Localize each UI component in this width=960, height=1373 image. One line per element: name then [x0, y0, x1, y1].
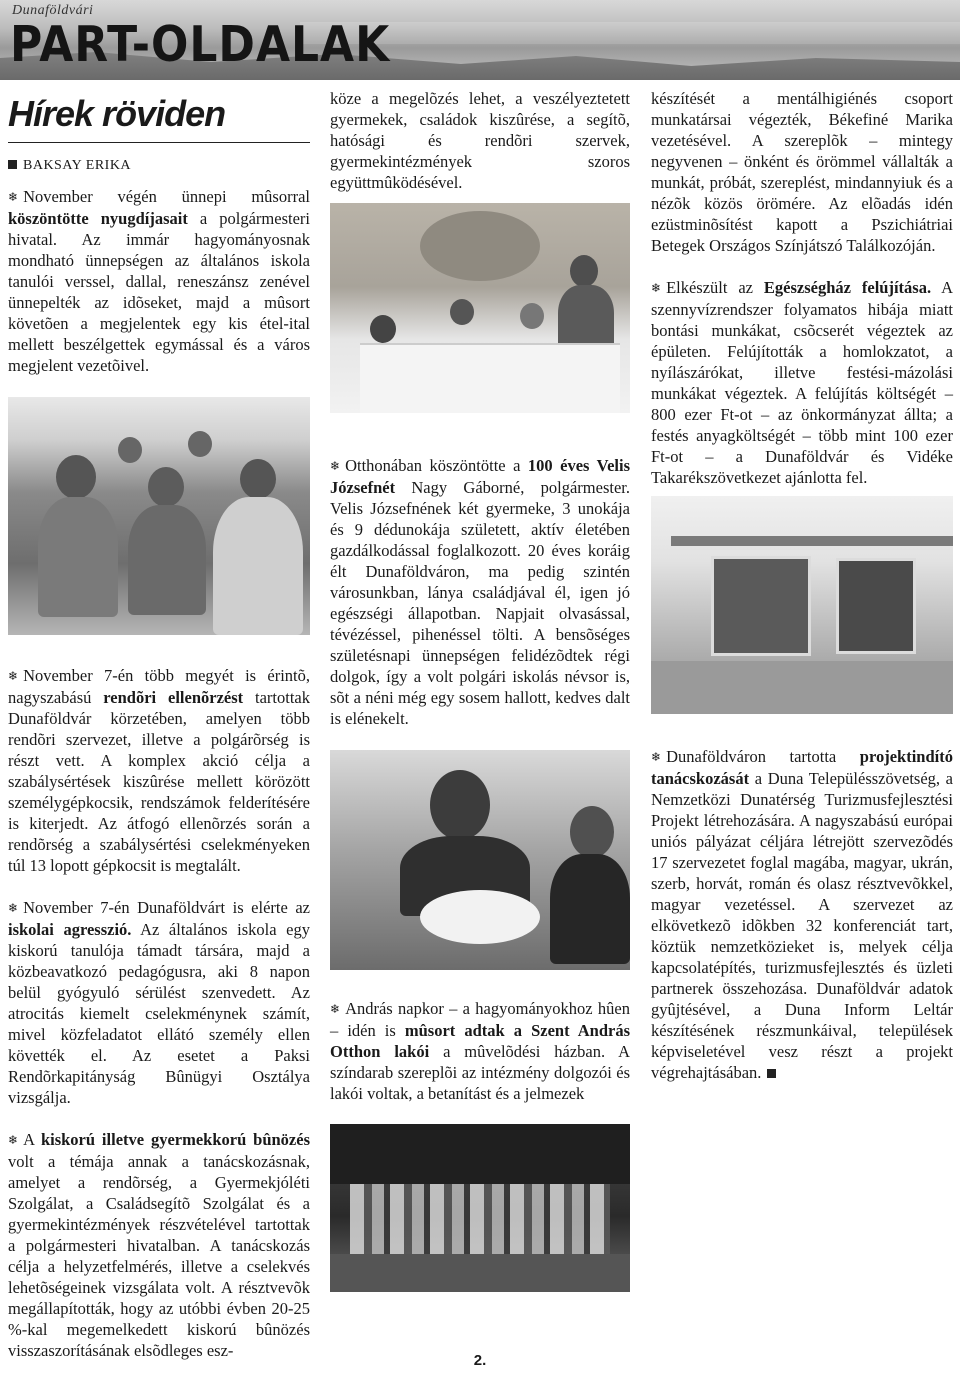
snowflake-bullet-icon: ❄ [8, 669, 19, 683]
column-1 [8, 88, 310, 1361]
article-text: tartottak Dunaföldvár körzetében, amelyen több rendõri szervezet, illetve a polgárõrség is részt vett. A komplex akció célja a szabálysértések kiszûrése mellett körözött személygépkocsik, rendszámok felderítésére is kiterjedt. Az átfogó ellenõrzés során a rendõrség a szabálysértési cselekményeken túl 13 lopott gépkocsit is megtalált. [8, 688, 310, 875]
column-2 [330, 88, 630, 1292]
highlighted-phrase: 100 éves Velis Józsefnét [330, 456, 630, 497]
article-police-check [8, 665, 310, 876]
square-bullet-icon [8, 160, 17, 169]
article-text: készítését a mentálhigiénés csoport munkatársai végezték, Békefiné Marika vezetésével. A szereplõk – mintegy negyvenen – önként és örömmel vállalták a munkát, próbát, szereplést, mindannyiuk és a nézõk közös örömére. Az elõadás idén ezüstminõsítést kapott a Pszichiátriai Betegek Országos Színjátszó Találkozóján. [651, 89, 953, 255]
highlighted-phrase: mûsort adtak a Szent András Otthon lakói [330, 1021, 630, 1061]
article-text: Otthonában köszöntötte a [345, 456, 528, 475]
article-100th-birthday [330, 455, 630, 729]
article-health-center [651, 277, 953, 488]
snowflake-bullet-icon: ❄ [8, 190, 19, 204]
article-pensioners [8, 186, 310, 376]
article-juvenile-crime-continued [330, 88, 630, 193]
masthead-title: PART-OLDALAK [10, 16, 391, 74]
article-school-aggression [8, 897, 310, 1108]
article-text: Dunaföldváron tartotta [666, 747, 860, 766]
photo-meeting [330, 203, 630, 413]
snowflake-bullet-icon: ❄ [8, 1133, 19, 1147]
highlighted-phrase: projektindító tanácskozását [651, 747, 953, 788]
article-text: Elkészült az [666, 278, 764, 297]
article-text: Nagy Gáborné, polgármester. Velis Józsefnének két gyermeke, 3 unokája és 9 dédunokája született, aktív életében gazdálkodással foglalkozott. 20 éves koráig élt Dunaföldváron, ma pedig szintén városunkban, lánya családjával él, igen jó egészségi állapotban. Napjait olvasással, tévézéssel, pihenéssel tölti. A bensõséges születésnapi ünnepségen felidézõdtek régi dolgok, így a volt polgári iskolás névsor is, sõt a néni még egy sosem hallott, kedves dalt is elénekelt. [330, 478, 630, 728]
end-of-article-square-icon [767, 1069, 776, 1078]
masthead-kicker: Dunaföldvári [12, 3, 94, 18]
article-text: köze a megelõzés lehet, a veszélyeztetett gyermekek, családok kiszûrése, a segítõ, hatósági és rendõri szervek, gyermekintézmények szoros együttmûködésével. [330, 89, 630, 192]
photo-audience [8, 397, 310, 635]
page-number: 2. [473, 1352, 487, 1369]
byline-author: BAKSAY ERIKA [23, 158, 132, 173]
article-text: Az általános iskola egy kiskorú tanulója támadt társára, majd a közbeavatkozó pedagógusra, aki 8 napon belül gyógyuló sérülést szenvedett. Az atrocitás kiemelt cselekménynek számít, mivel közfeladatot ellátó személy ellen követték el. Az esetet a Paksi Rendõrkapitányság Bûnügyi Osztálya vizsgálja. [8, 920, 310, 1107]
article-text: November végén ünnepi mûsorral [23, 187, 310, 206]
photo-stage-performance [330, 1124, 630, 1292]
masthead-river-image [300, 22, 960, 44]
masthead-banner [0, 0, 960, 80]
article-text: November 7-én Dunaföldvárt is elérte az [23, 898, 310, 917]
highlighted-phrase: Egészségház felújítása. [763, 278, 932, 297]
article-text: volt a témája annak a tanácskozásnak, amelyet a rendõrség, a Gyermekjóléti Szolgálat, a Családsegítõ Szolgálat és a gyermekintézmények részvételével tartottak a polgármesteri hivatalban. A tanácskozás célja a helyzetfelmérés, illetve a cselekvés lehetõségeinek vizsgálata volt. A résztvevõk megállapították, hogy az utóbbi évben 20-25 %-kal megemelkedett kiskorú bûnözés visszaszorításának elsõdleges esz- [8, 1152, 310, 1360]
snowflake-bullet-icon: ❄ [330, 459, 341, 473]
photo-health-center [651, 496, 953, 714]
article-text: András napkor – a hagyományokhoz hûen – idén is [330, 999, 630, 1040]
section-headline: Hírek röviden [8, 92, 310, 143]
highlighted-phrase: köszöntötte nyugdíjasait [8, 209, 188, 228]
article-saint-andrew-show-continued [651, 88, 953, 256]
highlighted-phrase: kiskorú illetve gyermekkorú bûnözés [40, 1130, 310, 1149]
article-text: a Duna Településszövetség, a Nemzetközi Dunatérség Turizmusfejlesztési Projekt létrehozására. A nagyszabású európai uniós pályázat céljára létrejött szervezõdés 17 szervezetet foglal magába, magyar, ukrán, szerb, horvát, román és olasz résztvevõkkel, magyar vezetéssel. A szervezet az elkövetkezõ idõkben 32 konferenciát tart, köztük nemzetközieket is, melyek célja kapcsolatépítés, turizmusfejlesztés és üzleti partnerek összehozása. Dunaföldvár adatok gyûjtésével, a Duna Inform Leltár készítésének részmunkáival, települések képviseletével vesz részt a projekt végrehajtásában. [651, 769, 953, 1082]
byline [8, 155, 310, 176]
highlighted-phrase: rendõri ellenõrzést [103, 688, 244, 707]
article-text: a mûvelõdési házban. A színdarab szereplõi az intézmény dolgozói és lakói voltak, a betanítást és a jelmezek [330, 1042, 630, 1103]
snowflake-bullet-icon: ❄ [330, 1002, 341, 1016]
article-saint-andrew-show [330, 998, 630, 1104]
article-text: A [23, 1130, 41, 1149]
article-text: a polgármesteri hivatal. Az immár hagyományosnak mondható ünnepségen az általános iskola tanulói verssel, dallal, reneszánsz zenével ünnepelték az idõseket, majd a mûsort követõen a megjelentek egy kis étel-ital mellett beszélgettek egymással és a város megjelent vezetõivel. [8, 209, 310, 375]
photo-birthday [330, 750, 630, 970]
snowflake-bullet-icon: ❄ [8, 901, 19, 915]
highlighted-phrase: iskolai agresszió. [8, 920, 132, 939]
article-text: A szennyvízrendszer folyamatos hibája miatt bontási munkákat, csõcserét végeztek az épületen. Felújították a homlokzatot, a nyílászárókat, illetve festési-mázolási munkákat végeztek. A felújítás költségét – 800 ezer Ft-ot – az önkormányzat állta; a festés anyagköltségét – több mint 100 ezer Ft-ot – a Dunaföldvár és Vidéke Takarékszövetkezet ajánlotta fel. [651, 278, 953, 487]
snowflake-bullet-icon: ❄ [651, 281, 662, 295]
article-juvenile-crime [8, 1129, 310, 1361]
article-danube-project [651, 746, 953, 1083]
article-text: November 7-én több megyét is érintõ, nagyszabású [8, 666, 310, 707]
snowflake-bullet-icon: ❄ [651, 750, 662, 764]
column-3 [651, 88, 953, 1083]
